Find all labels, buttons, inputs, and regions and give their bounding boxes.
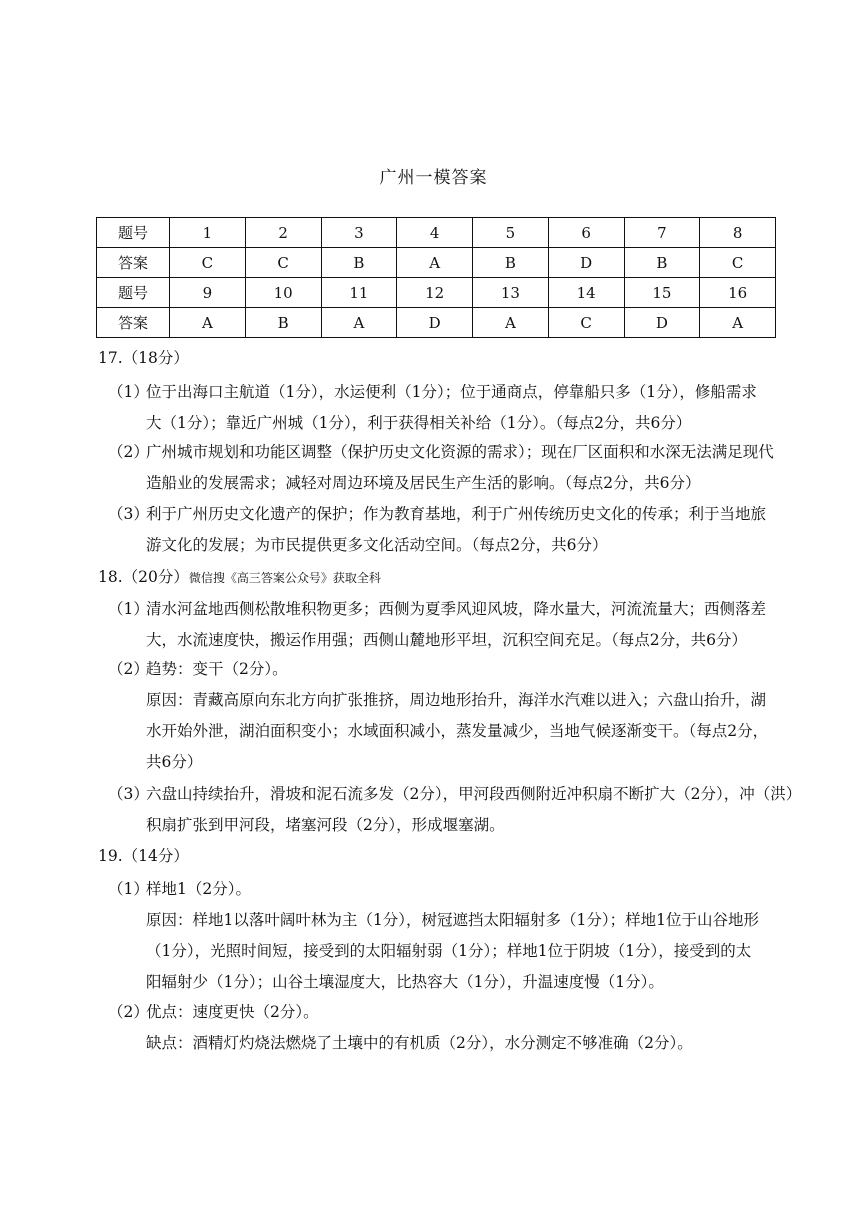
table-cell: B bbox=[473, 248, 549, 278]
answer-line: 共6分） bbox=[146, 753, 203, 771]
answer-line: 广州城市规划和功能区调整（保护历史文化资源的需求）；现在厂区面积和水深无法满足现代 bbox=[146, 443, 774, 461]
table-cell: 11 bbox=[321, 278, 397, 308]
question-19-heading: 19.（14分） bbox=[98, 847, 189, 865]
table-cell: D bbox=[397, 308, 473, 338]
q17-part-3-answer bbox=[146, 499, 776, 561]
q18-part-1-answer bbox=[146, 594, 776, 656]
answer-line: 趋势：变干（2分）。 bbox=[146, 660, 288, 678]
answer-line: 积扇扩张到甲河段，堵塞河段（2分），形成堰塞湖。 bbox=[146, 816, 505, 834]
q18-part-3-number: （3） bbox=[108, 785, 149, 803]
table-row bbox=[97, 218, 776, 248]
q17-part-2-number: （2） bbox=[108, 443, 149, 461]
q17-part-2-answer bbox=[146, 437, 776, 499]
row-header: 题号 bbox=[97, 278, 170, 308]
table-cell: C bbox=[548, 308, 624, 338]
answer-line: 清水河盆地西侧松散堆积物更多；西侧为夏季风迎风坡，降水量大，河流流量大；西侧落差 bbox=[146, 600, 767, 618]
answer-line: 缺点：酒精灯灼烧法燃烧了土壤中的有机质（2分），水分测定不够准确（2分）。 bbox=[146, 1034, 693, 1052]
table-cell: D bbox=[624, 308, 700, 338]
q19-part-1-number: （1） bbox=[108, 880, 149, 898]
table-cell: 9 bbox=[170, 278, 246, 308]
answer-line: 位于出海口主航道（1分），水运便利（1分）；位于通商点，停靠船只多（1分），修船需求 bbox=[146, 383, 757, 401]
q17-part-3-number: （3） bbox=[108, 505, 149, 523]
table-cell: A bbox=[321, 308, 397, 338]
answer-line: （1分），光照时间短，接受到的太阳辐射弱（1分）；样地1位于阴坡（1分），接受到的太 bbox=[146, 942, 752, 960]
table-cell: 2 bbox=[245, 218, 321, 248]
q19-part-2-answer bbox=[146, 997, 776, 1059]
page-title: 广州一模答案 bbox=[379, 168, 488, 188]
q18-part-2-number: （2） bbox=[108, 660, 149, 678]
table-cell: 12 bbox=[397, 278, 473, 308]
table-cell: 5 bbox=[473, 218, 549, 248]
answer-line: 原因：样地1以落叶阔叶林为主（1分），树冠遮挡太阳辐射多（1分）；样地1位于山谷地形 bbox=[146, 911, 759, 929]
table-cell: B bbox=[321, 248, 397, 278]
answer-line: 优点：速度更快（2分）。 bbox=[146, 1003, 319, 1021]
table-cell: 10 bbox=[245, 278, 321, 308]
answer-line: 原因：青藏高原向东北方向扩张推挤，周边地形抬升，海洋水汽难以进入；六盘山抬升，湖 bbox=[146, 691, 767, 709]
q18-part-3-answer bbox=[146, 779, 802, 841]
answer-line: 游文化的发展；为市民提供更多文化活动空间。（每点2分，共6分） bbox=[146, 536, 608, 554]
table-cell: 13 bbox=[473, 278, 549, 308]
q18-part-2-answer bbox=[146, 654, 776, 778]
q19-part-2-number: （2） bbox=[108, 1003, 149, 1021]
table-cell: 16 bbox=[700, 278, 776, 308]
table-cell: 7 bbox=[624, 218, 700, 248]
table-cell: 15 bbox=[624, 278, 700, 308]
table-row bbox=[97, 248, 776, 278]
table-cell: C bbox=[700, 248, 776, 278]
table-cell: 4 bbox=[397, 218, 473, 248]
question-18-heading bbox=[98, 562, 381, 594]
answer-line: 大（1分）；靠近广州城（1分），利于获得相关补给（1分）。（每点2分，共6分） bbox=[146, 414, 692, 432]
row-header: 题号 bbox=[97, 218, 170, 248]
q19-part-1-answer bbox=[146, 874, 776, 998]
answer-line: 大，水流速度快，搬运作用强；西侧山麓地形平坦，沉积空间充足。（每点2分，共6分） bbox=[146, 631, 747, 649]
answer-line: 六盘山持续抬升，滑坡和泥石流多发（2分），甲河段西侧附近冲积扇不断扩大（2分），冲（洪） bbox=[146, 785, 802, 803]
table-cell: C bbox=[170, 248, 246, 278]
table-cell: B bbox=[245, 308, 321, 338]
table-cell: B bbox=[624, 248, 700, 278]
q17-part-1-number: （1） bbox=[108, 383, 149, 401]
table-cell: D bbox=[548, 248, 624, 278]
row-header: 答案 bbox=[97, 308, 170, 338]
table-row bbox=[97, 278, 776, 308]
table-cell: A bbox=[700, 308, 776, 338]
table-cell: C bbox=[245, 248, 321, 278]
table-cell: A bbox=[397, 248, 473, 278]
question-17-heading: 17.（18分） bbox=[98, 349, 189, 367]
table-cell: 6 bbox=[548, 218, 624, 248]
table-cell: 1 bbox=[170, 218, 246, 248]
table-cell: 8 bbox=[700, 218, 776, 248]
row-header: 答案 bbox=[97, 248, 170, 278]
question-18-score: 18.（20分） bbox=[98, 568, 189, 586]
answer-line: 造船业的发展需求；减轻对周边环境及居民生产生活的影响。（每点2分，共6分） bbox=[146, 474, 701, 492]
promo-note: 微信搜《高三答案公众号》获取全科 bbox=[188, 571, 381, 585]
answer-line: 样地1（2分）。 bbox=[146, 880, 251, 898]
table-cell: 3 bbox=[321, 218, 397, 248]
table-cell: A bbox=[170, 308, 246, 338]
answer-table bbox=[96, 217, 776, 338]
table-cell: A bbox=[473, 308, 549, 338]
q17-part-1-answer bbox=[146, 377, 776, 439]
answer-line: 水开始外泄，湖泊面积变小；水域面积减小，蒸发量减少，当地气候逐渐变干。（每点2分， bbox=[146, 722, 769, 740]
q18-part-1-number: （1） bbox=[108, 600, 149, 618]
answer-line: 利于广州历史文化遗产的保护；作为教育基地，利于广州传统历史文化的传承；利于当地旅 bbox=[146, 505, 767, 523]
table-cell: 14 bbox=[548, 278, 624, 308]
table-row bbox=[97, 308, 776, 338]
answer-line: 阳辐射少（1分）；山谷土壤湿度大，比热容大（1分），升温速度慢（1分）。 bbox=[146, 973, 664, 991]
